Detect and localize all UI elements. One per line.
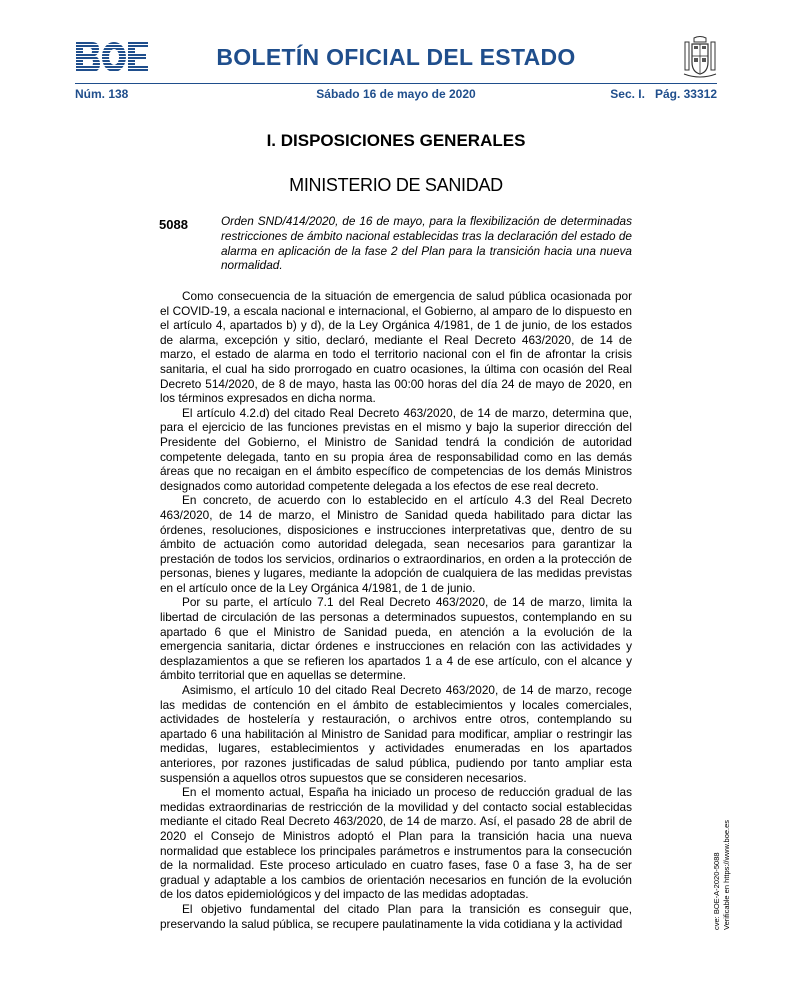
entry-summary: Orden SND/414/2020, de 16 de mayo, para la flexibilización de determinadas restricciones de ámbito nacional establecidas tras la declaración del estado de alarma en aplicación de la fase 2 del Plan para la transición hacia una nueva normalidad. xyxy=(221,214,632,273)
paragraph: En el momento actual, España ha iniciado un proceso de reducción gradual de las medidas extraordinarias de restricción de la movilidad y del contacto social establecidas mediante el citado Real Decreto 463/2020, de 14 de marzo. Así, el pasado 28 de abril de 2020 el Consejo de Ministros adoptó el Plan para la transición hacia una nueva normalidad que establece los principales parámetros e instrumentos para la consecución de la normalidad. Este proceso articulado en cuatro fases, fase 0 a fase 3, ha de ser gradual y adaptable a los cambios de orientación necesarios en función de la evolución de los datos epidemiológicos y del impacto de las medidas adoptadas. xyxy=(160,785,632,902)
paragraph: Por su parte, el artículo 7.1 del Real Decreto 463/2020, de 14 de marzo, limita la libertad de circulación de las personas a determinados supuestos, contemplando en su apartado 6 que el Ministro de Sanidad pueda, en atención a la evolución de la emergencia sanitaria, dictar órdenes e instrucciones en relación con las actividades y desplazamientos a que se refieren los apartados 1 a 4 de ese artículo, con el alcance y ámbito territorial que en aquellas se determine. xyxy=(160,595,632,683)
section-title: I. DISPOSICIONES GENERALES xyxy=(266,131,526,150)
coat-of-arms-icon xyxy=(682,36,718,78)
paragraph: Asimismo, el artículo 10 del citado Real Decreto 463/2020, de 14 de marzo, recoge las medidas de contención en el ámbito de establecimientos y locales comerciales, actividades de hostelería y restauración, o archivos entre otros, contemplando su apartado 6 una habilitación al Ministro de Sanidad para modificar, ampliar o restringir las medidas, lugares, establecimientos y actividades enumeradas en los apartados anteriores, por razones justificadas de salud pública, pudiendo por tanto ampliar esta suspensión a aquellos otros supuestos que se consideren necesarios. xyxy=(160,683,632,785)
issue-number: Núm. 138 xyxy=(75,87,129,101)
gazette-title: BOLETÍN OFICIAL DEL ESTADO xyxy=(216,44,576,70)
paragraph: El objetivo fundamental del citado Plan para la transición es conseguir que, preservando la salud pública, se recupere paulatinamente la vida cotidiana y la actividad xyxy=(160,901,632,931)
entry-number: 5088 xyxy=(159,217,188,232)
paragraph: En concreto, de acuerdo con lo establecido en el artículo 4.3 del Real Decreto 463/2020, de 14 de marzo, el Ministro de Sanidad queda habilitado para dictar las órdenes, resoluciones, disposiciones e instrucciones interpretativas que, dentro de su ámbito de actuación como autoridad delegada, sean necesarios para garantizar la prestación de todos los servicios, ordinarios o extraordinarios, en orden a la protección de personas, bienes y lugares, mediante la adopción de cualquiera de las medidas previstas en el artículo once de la Ley Orgánica 4/1981, de 1 de junio. xyxy=(160,493,632,595)
section-page: Sec. I. Pág. 33312 xyxy=(610,87,717,101)
ministry-name: MINISTERIO DE SANIDAD xyxy=(289,175,503,195)
header-divider xyxy=(75,83,717,84)
verification-url: Verificable en https://www.boe.es xyxy=(722,819,731,930)
issue-date: Sábado 16 de mayo de 2020 xyxy=(316,87,476,101)
paragraph: Como consecuencia de la situación de emergencia de salud pública ocasionada por el COVID-19, a escala nacional e internacional, el Gobierno, al amparo de lo dispuesto en el artículo 4, apartados b) y d), de la Ley Orgánica 4/1981, de 1 de junio, de los estados de alarma, excepción y sitio, declaró, mediante el Real Decreto 463/2020, de 14 de marzo, el estado de alarma en todo el territorio nacional con el fin de afrontar la crisis sanitaria, el cual ha sido prorrogado en cuatro ocasiones, la última con ocasión del Real Decreto 514/2020, de 8 de mayo, hasta las 00:00 horas del día 24 de mayo de 2020, en los términos expresados en dicha norma. xyxy=(160,289,632,406)
document-body xyxy=(160,289,632,931)
verification-sidebar xyxy=(712,820,732,930)
paragraph: El artículo 4.2.d) del citado Real Decreto 463/2020, de 14 de marzo, determina que, para el ejercicio de las funciones previstas en el mismo y bajo la superior dirección del Presidente del Gobierno, el Ministro de Sanidad tendrá la condición de autoridad competente delegada, tanto en su propia área de responsabilidad como en las demás áreas que no recaigan en el ámbito específico de competencias de los demás Ministros designados como autoridad competente delegada a los efectos de ese real decreto. xyxy=(160,405,632,493)
cve-code: cve: BOE-A-2020-5088 xyxy=(712,852,721,930)
